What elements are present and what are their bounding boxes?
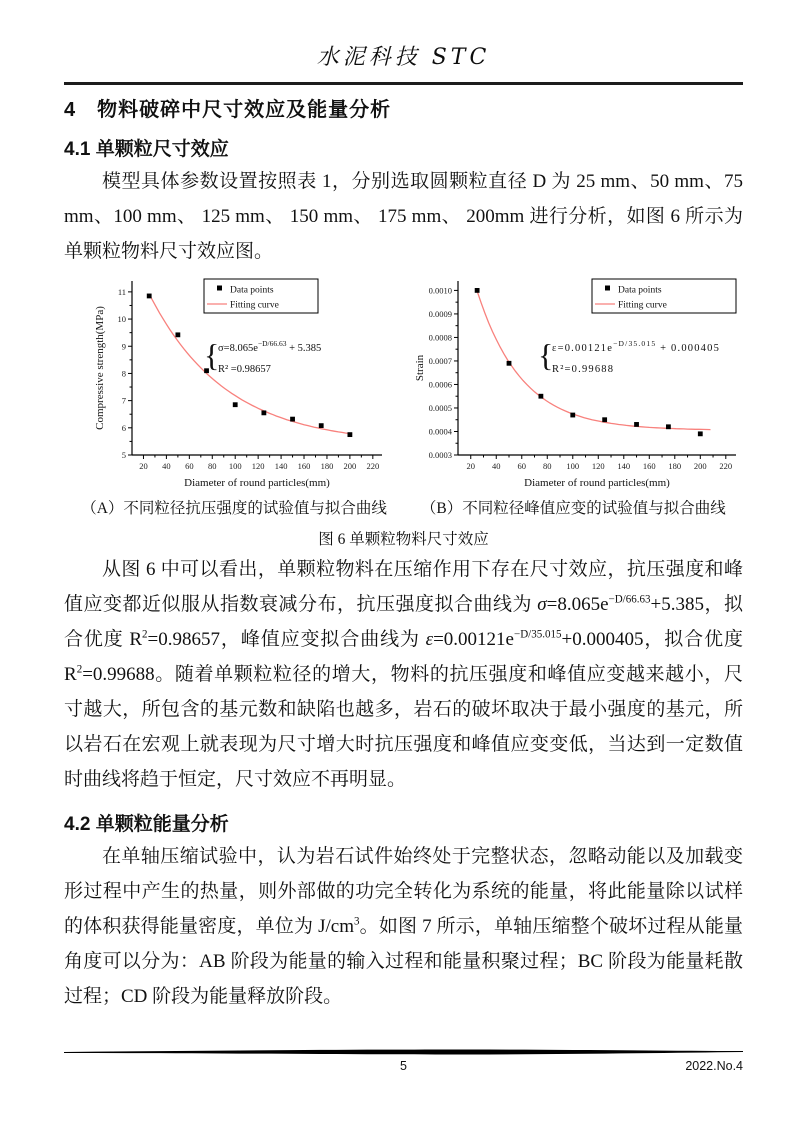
page-footer bbox=[64, 1048, 743, 1077]
svg-text:Data points: Data points bbox=[230, 285, 274, 296]
svg-text:Strain: Strain bbox=[414, 354, 426, 382]
svg-text:80: 80 bbox=[208, 461, 217, 471]
svg-text:Diameter of round particles(mm: Diameter of round particles(mm) bbox=[184, 477, 330, 489]
svg-text:120: 120 bbox=[251, 461, 265, 471]
svg-text:5: 5 bbox=[121, 450, 126, 460]
svg-text:0.0009: 0.0009 bbox=[428, 308, 452, 319]
svg-text:6: 6 bbox=[121, 422, 126, 433]
svg-text:180: 180 bbox=[668, 461, 682, 471]
svg-text:40: 40 bbox=[162, 461, 171, 471]
svg-text:σ=8.065e−D/66.63 + 5.385: $\sigma=8.065e^{-D/66.63} + 5.385$ bbox=[218, 339, 322, 354]
paragraph-model-parameters: 模型具体参数设置按照表 1，分别选取圆颗粒直径 D 为 25 mm、50 mm、75 mm、100 mm、 125 mm、 150 mm、 175 mm、 200mm 进行分析，如图 6 所示为单颗粒物料尺寸效应图。 bbox=[64, 171, 743, 262]
svg-text:8: 8 bbox=[121, 368, 126, 379]
chart-compressive-strength bbox=[92, 273, 388, 491]
journal-title: 水泥科技 STC bbox=[316, 45, 491, 70]
svg-text:Data points: Data points bbox=[618, 285, 662, 296]
svg-text:R²=0.99688: R²=0.99688 bbox=[552, 364, 615, 375]
svg-text:140: 140 bbox=[617, 461, 631, 471]
svg-text:Diameter of round particles(mm: Diameter of round particles(mm) bbox=[524, 477, 670, 489]
svg-text:160: 160 bbox=[642, 461, 656, 471]
svg-text:{: { bbox=[204, 337, 220, 373]
paragraph-size-effect-discussion: 从图 6 中可以看出，单颗粒物料在压缩作用下存在尺寸效应，抗压强度和峰值应变都近似服从指数衰减分布，抗压强度拟合曲线为 $\sigma=8.065e^{-D/66.63}+5.385$，拟合优度 $R^2=0.98657$，峰值应变拟合曲线为 $\varepsilon=0.00121e^{-D/35.015}+0.000405$，拟合优度 $R^2=0.99688$。随着单颗粒粒径的增大，物料的抗压强度和峰值应变越来越小，尺寸越大，所包含的基元数和缺陷也越多，岩石的破坏取决于最小强度的基元，所以岩石在宏观上就表现为尺寸增大时抗压强度和峰值应变变低，当达到一定数值时曲线将趋于恒定，尺寸效应不再明显。 bbox=[64, 559, 743, 790]
subsection-heading-4-2: 4.2 单颗粒能量分析 bbox=[64, 814, 229, 835]
section-heading: 4 物料破碎中尺寸效应及能量分析 bbox=[64, 99, 392, 121]
subcaption-a: （A）不同粒径抗压强度的试验值与拟合曲线 bbox=[81, 500, 387, 517]
figure-6 bbox=[92, 273, 743, 491]
chart-strain bbox=[412, 273, 742, 491]
svg-text:Fitting curve: Fitting curve bbox=[618, 300, 667, 311]
svg-text:200: 200 bbox=[693, 461, 707, 471]
svg-text:100: 100 bbox=[566, 461, 580, 471]
svg-text:120: 120 bbox=[591, 461, 605, 471]
svg-text:Fitting curve: Fitting curve bbox=[230, 300, 279, 311]
svg-text:20: 20 bbox=[466, 461, 476, 471]
svg-text:7: 7 bbox=[121, 395, 126, 406]
svg-text:0.0004: 0.0004 bbox=[428, 426, 452, 437]
svg-text:40: 40 bbox=[492, 461, 501, 471]
svg-text:0.0008: 0.0008 bbox=[428, 332, 452, 343]
subcaption-b: （B）不同粒径峰值应变的试验值与拟合曲线 bbox=[420, 500, 726, 517]
footer-rule bbox=[64, 1048, 743, 1056]
issue-label: 2022.No.4 bbox=[685, 1059, 743, 1073]
svg-text:200: 200 bbox=[343, 461, 357, 471]
header-rule bbox=[64, 82, 743, 85]
svg-text:180: 180 bbox=[320, 461, 334, 471]
paragraph-energy-analysis: 在单轴压缩试验中，认为岩石试件始终处于完整状态，忽略动能以及加载变形过程中产生的热量，则外部做的功完全转化为系统的能量，将此能量除以试样的体积获得能量密度，单位为 $J/cm^3$。如图 7 所示，单轴压缩整个破坏过程从能量角度可以分为：AB 阶段为能量的输入过程和能量积聚过程；BC 阶段为能量耗散过程；CD 阶段为能量释放阶段。 bbox=[64, 846, 743, 1007]
svg-text:0.0006: 0.0006 bbox=[428, 379, 452, 390]
figure-subcaptions bbox=[64, 496, 743, 518]
chart-strain-svg bbox=[412, 273, 742, 491]
subsection-heading-4-1: 4.1 单颗粒尺寸效应 bbox=[64, 139, 229, 160]
svg-text:R² =0.98657: R² =0.98657 bbox=[218, 364, 271, 375]
svg-text:80: 80 bbox=[543, 461, 552, 471]
svg-text:0.0005: 0.0005 bbox=[428, 402, 452, 413]
svg-text:Compressive strength(MPa): Compressive strength(MPa) bbox=[94, 306, 106, 430]
svg-text:60: 60 bbox=[517, 461, 527, 471]
svg-text:20: 20 bbox=[139, 461, 148, 471]
chart-compressive-strength-svg bbox=[92, 273, 388, 491]
svg-text:0.0003: 0.0003 bbox=[428, 450, 452, 460]
svg-text:0.0007: 0.0007 bbox=[428, 355, 452, 366]
svg-text:160: 160 bbox=[297, 461, 311, 471]
svg-text:10: 10 bbox=[117, 314, 126, 325]
svg-text:11: 11 bbox=[117, 286, 126, 297]
svg-text:0.0010: 0.0010 bbox=[428, 285, 452, 296]
svg-text:100: 100 bbox=[228, 461, 242, 471]
svg-text:140: 140 bbox=[274, 461, 288, 471]
svg-text:{: { bbox=[538, 337, 554, 373]
svg-text:9: 9 bbox=[121, 341, 126, 352]
figure-caption: 图 6 单颗粒物料尺寸效应 bbox=[318, 531, 489, 548]
page-number: 5 bbox=[400, 1059, 407, 1073]
svg-text:60: 60 bbox=[185, 461, 194, 471]
svg-text:220: 220 bbox=[719, 461, 733, 471]
svg-text:ε=0.00121e−D/35.015 + 0.000405: $\varepsilon=0.00121e^{-D/35.015} + 0.000405$ bbox=[552, 339, 721, 354]
svg-text:220: 220 bbox=[366, 461, 380, 471]
